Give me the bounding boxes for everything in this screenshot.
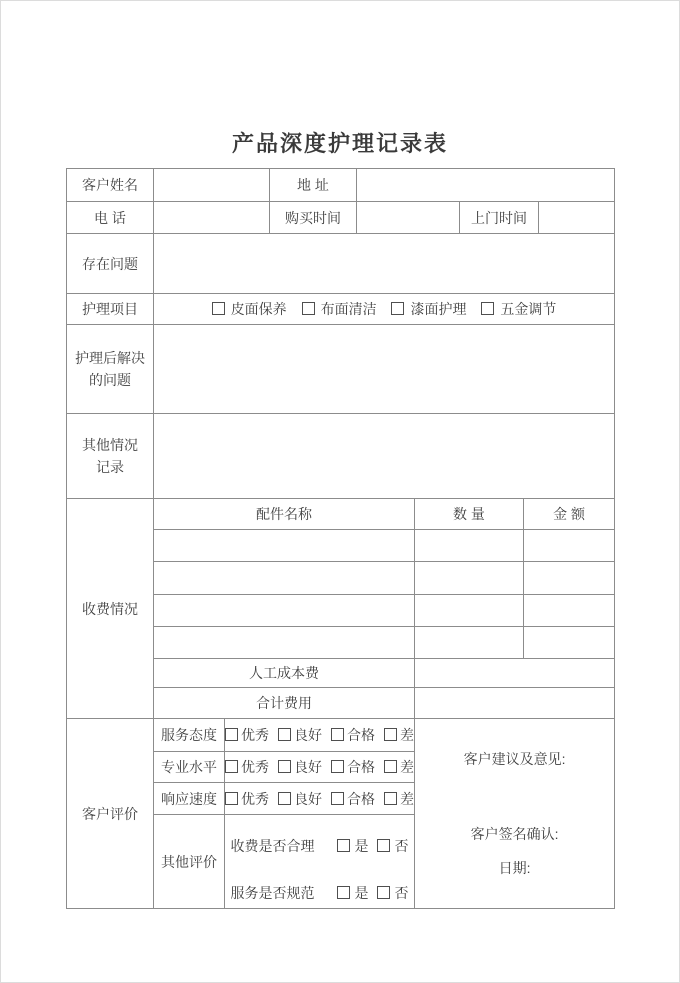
rating-row-label: 服务态度 <box>154 719 225 752</box>
other-notes-label: 其他情况 记录 <box>67 414 154 499</box>
quantity-field[interactable] <box>415 530 524 562</box>
solved-problems-field[interactable] <box>154 325 615 414</box>
part-name-field[interactable] <box>154 595 415 627</box>
rating-options <box>225 783 415 815</box>
care-items-options <box>154 294 615 325</box>
address-label: 地 址 <box>270 169 357 202</box>
quantity-header: 数 量 <box>415 499 524 530</box>
rating-option-label: 差 <box>400 759 414 775</box>
visit-time-field[interactable] <box>539 202 615 234</box>
checkbox-icon[interactable] <box>225 728 238 741</box>
row-care-items <box>67 294 615 325</box>
solved-problems-label: 护理后解决 的问题 <box>67 325 154 414</box>
no-option-label: 否 <box>394 837 409 854</box>
row-other-notes <box>67 414 615 499</box>
checkbox-icon[interactable] <box>302 302 315 315</box>
yes-option-label: 是 <box>354 884 369 901</box>
yes-option-label: 是 <box>354 837 369 854</box>
rating-options <box>225 752 415 783</box>
visit-time-label: 上门时间 <box>460 202 539 234</box>
rating-option-label: 良好 <box>294 727 322 743</box>
care-option-hardware <box>481 301 556 317</box>
checkbox-icon[interactable] <box>331 760 344 773</box>
rating-option-label: 优秀 <box>241 759 269 775</box>
quantity-field[interactable] <box>415 562 524 595</box>
amount-field[interactable] <box>524 562 615 595</box>
other-evaluation-label: 其他评价 <box>154 815 225 909</box>
fee-reasonable-label: 收费是否合理 <box>230 837 315 854</box>
fee-reasonable-item <box>225 836 414 856</box>
phone-label: 电 话 <box>67 202 154 234</box>
service-standard-label: 服务是否规范 <box>230 884 315 901</box>
other-notes-field[interactable] <box>154 414 615 499</box>
checkbox-icon[interactable] <box>337 839 350 852</box>
signature-label: 客户签名确认: <box>470 826 559 842</box>
address-field[interactable] <box>357 169 615 202</box>
amount-field[interactable] <box>524 627 615 659</box>
row-existing-problems <box>67 234 615 294</box>
part-name-field[interactable] <box>154 627 415 659</box>
rating-option-label: 良好 <box>294 790 322 807</box>
checkbox-icon[interactable] <box>391 302 404 315</box>
checkbox-icon[interactable] <box>377 839 390 852</box>
care-option-paint <box>391 301 466 317</box>
rating-row-label: 响应速度 <box>154 783 225 815</box>
row-solved-problems <box>67 325 615 414</box>
care-option-leather <box>212 301 287 317</box>
total-cost-label: 合计费用 <box>154 688 415 719</box>
care-option-label: 布面清洁 <box>320 301 377 317</box>
checkbox-icon[interactable] <box>384 792 397 805</box>
checkbox-icon[interactable] <box>331 728 344 741</box>
no-option-label: 否 <box>394 884 409 901</box>
checkbox-icon[interactable] <box>331 792 344 805</box>
checkbox-icon[interactable] <box>481 302 494 315</box>
checkbox-icon[interactable] <box>377 886 390 899</box>
suggestions-signature-cell[interactable] <box>415 719 615 909</box>
row-name-address <box>67 169 615 202</box>
amount-field[interactable] <box>524 595 615 627</box>
purchase-time-field[interactable] <box>357 202 460 234</box>
checkbox-icon[interactable] <box>278 728 291 741</box>
rating-option-label: 优秀 <box>241 790 269 807</box>
amount-field[interactable] <box>524 530 615 562</box>
rating-row-label: 专业水平 <box>154 752 225 783</box>
customer-name-label: 客户姓名 <box>67 169 154 202</box>
checkbox-icon[interactable] <box>225 760 238 773</box>
checkbox-icon[interactable] <box>225 792 238 805</box>
checkbox-icon[interactable] <box>212 302 225 315</box>
labor-cost-label: 人工成本费 <box>154 659 415 688</box>
other-evaluation-items <box>225 815 415 909</box>
part-name-field[interactable] <box>154 530 415 562</box>
phone-field[interactable] <box>154 202 270 234</box>
customer-name-field[interactable] <box>154 169 270 202</box>
rating-option-label: 差 <box>400 790 414 807</box>
existing-problems-field[interactable] <box>154 234 615 294</box>
rating-option-label: 优秀 <box>241 727 269 743</box>
care-option-fabric <box>302 301 377 317</box>
quantity-field[interactable] <box>415 595 524 627</box>
care-option-label: 五金调节 <box>500 301 557 317</box>
rating-options <box>225 719 415 752</box>
charges-label: 收费情况 <box>67 499 154 719</box>
checkbox-icon[interactable] <box>278 760 291 773</box>
rating-option-label: 良好 <box>294 759 322 775</box>
part-name-field[interactable] <box>154 562 415 595</box>
labor-cost-field[interactable] <box>415 659 615 688</box>
date-label: 日期: <box>498 860 531 876</box>
checkbox-icon[interactable] <box>278 792 291 805</box>
amount-header: 金 额 <box>524 499 615 530</box>
page-title: 产品深度护理记录表 <box>231 131 448 156</box>
existing-problems-label: 存在问题 <box>67 234 154 294</box>
rating-option-label: 差 <box>400 727 414 743</box>
care-option-label: 漆面护理 <box>410 301 467 317</box>
suggestions-label: 客户建议及意见: <box>463 751 566 767</box>
rating-option-label: 合格 <box>347 727 375 743</box>
row-phone-times <box>67 202 615 234</box>
rating-option-label: 合格 <box>347 759 375 775</box>
service-standard-item <box>225 883 414 903</box>
evaluation-label: 客户评价 <box>67 719 154 909</box>
purchase-time-label: 购买时间 <box>270 202 357 234</box>
row-parts-header <box>67 499 615 530</box>
quantity-field[interactable] <box>415 627 524 659</box>
care-option-label: 皮面保养 <box>230 301 287 317</box>
checkbox-icon[interactable] <box>337 886 350 899</box>
checkbox-icon[interactable] <box>384 760 397 773</box>
row-rating-attitude <box>67 719 615 752</box>
total-cost-field[interactable] <box>415 688 615 719</box>
parts-name-header: 配件名称 <box>154 499 415 530</box>
care-record-table <box>66 168 615 909</box>
rating-option-label: 合格 <box>347 790 375 807</box>
checkbox-icon[interactable] <box>384 728 397 741</box>
care-items-label: 护理项目 <box>67 294 154 325</box>
